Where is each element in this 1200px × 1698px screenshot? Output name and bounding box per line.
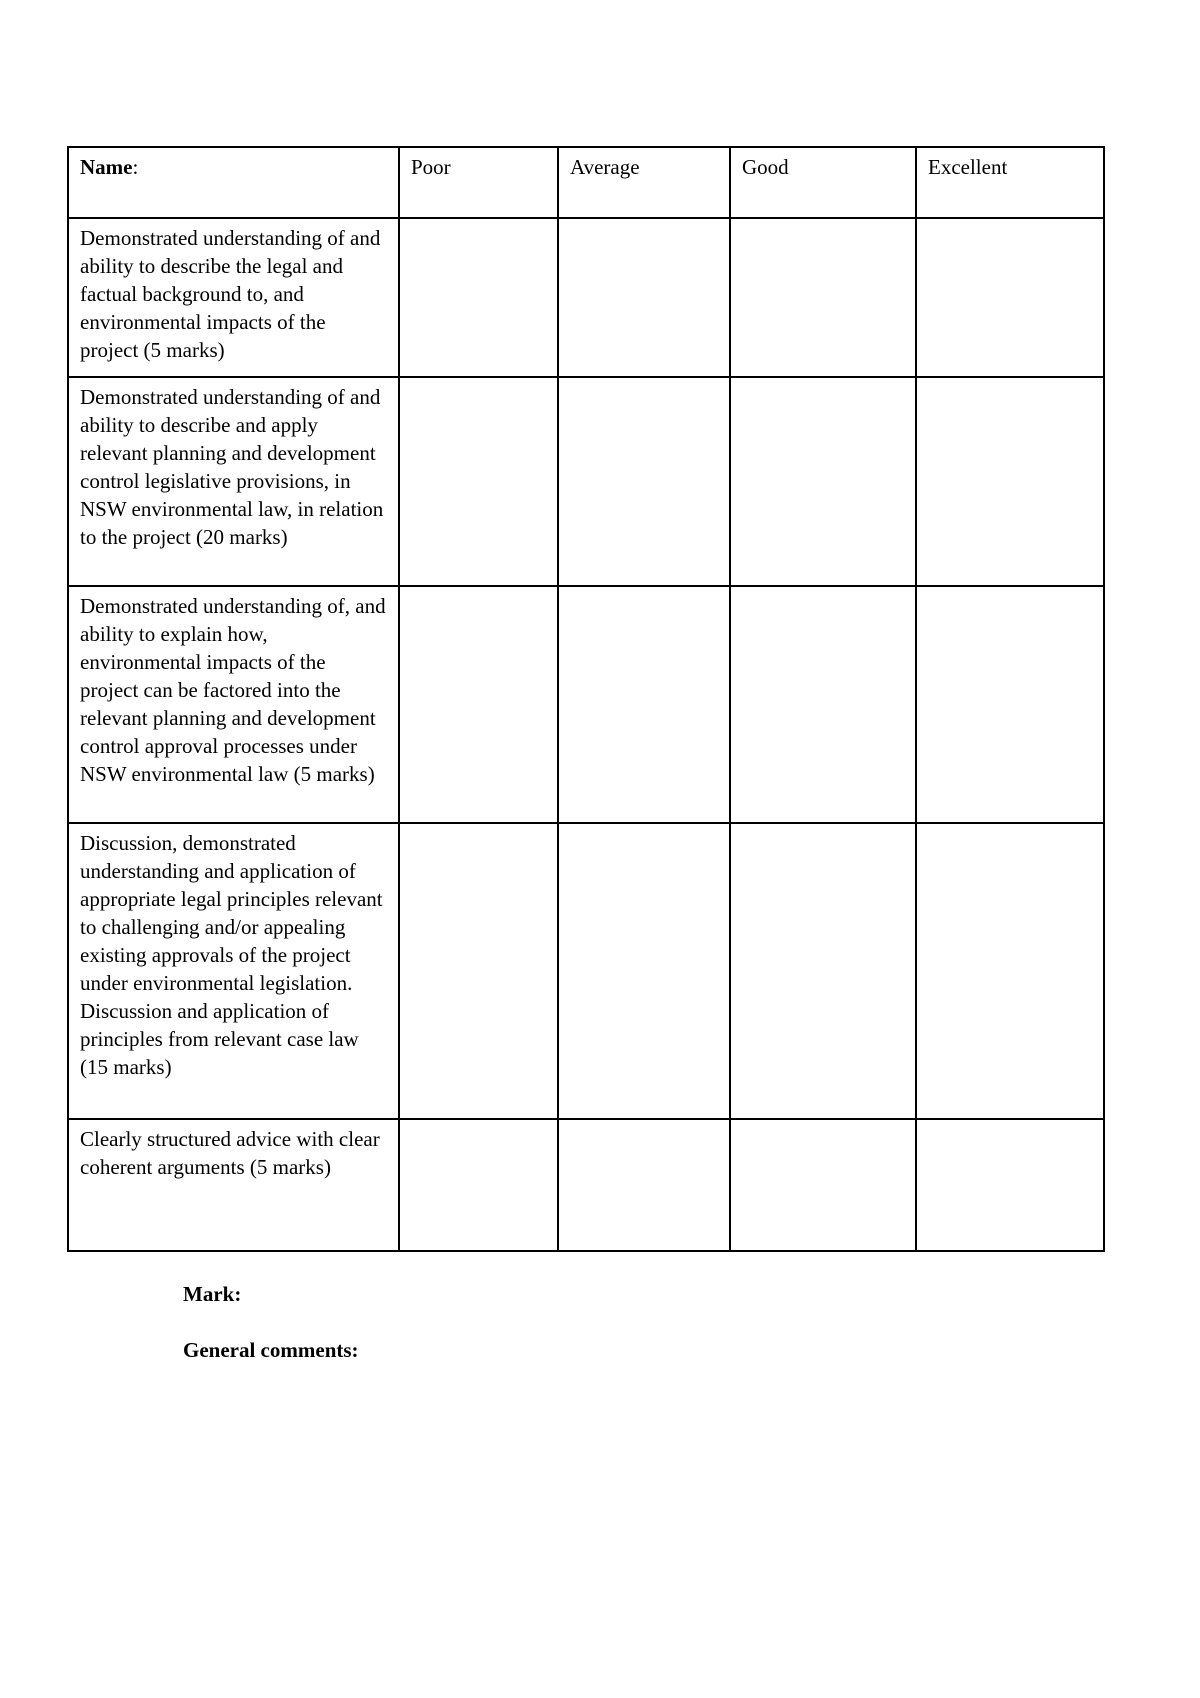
general-comments-label: General comments: xyxy=(183,1338,359,1362)
score-cell-excellent xyxy=(916,218,1104,377)
score-cell-poor xyxy=(399,823,558,1119)
score-cell-average xyxy=(558,586,730,823)
mark-label: Mark: xyxy=(183,1282,242,1306)
table-row xyxy=(68,823,1104,1119)
score-cell-excellent xyxy=(916,1119,1104,1251)
name-label: Name xyxy=(80,155,133,179)
score-cell-average xyxy=(558,823,730,1119)
score-cell-excellent xyxy=(916,823,1104,1119)
score-cell-good xyxy=(730,586,916,823)
table-header-row xyxy=(68,147,1104,218)
criterion-cell: Discussion, demonstrated understanding and application of appropriate legal principles relevant to challenging and/or appealing existing approvals of the project under environmental legislation. Discussion and application of principles from relevant case law (15 marks) xyxy=(68,823,399,1119)
header-excellent: Excellent xyxy=(916,147,1104,218)
score-cell-good xyxy=(730,823,916,1119)
criterion-cell: Demonstrated understanding of, and ability to explain how, environmental impacts of the project can be factored into the relevant planning and development control approval processes under NSW environmental law (5 marks) xyxy=(68,586,399,823)
header-average: Average xyxy=(558,147,730,218)
score-cell-average xyxy=(558,218,730,377)
score-cell-average xyxy=(558,377,730,586)
score-cell-poor xyxy=(399,377,558,586)
header-poor: Poor xyxy=(399,147,558,218)
score-cell-excellent xyxy=(916,377,1104,586)
criterion-cell: Clearly structured advice with clear coherent arguments (5 marks) xyxy=(68,1119,399,1251)
score-cell-poor xyxy=(399,1119,558,1251)
score-cell-good xyxy=(730,377,916,586)
score-cell-good xyxy=(730,1119,916,1251)
table-row xyxy=(68,377,1104,586)
score-cell-excellent xyxy=(916,586,1104,823)
name-colon: : xyxy=(132,155,139,179)
criterion-cell: Demonstrated understanding of and ability to describe the legal and factual background to, and environmental impacts of the project (5 marks) xyxy=(68,218,399,377)
table-row xyxy=(68,586,1104,823)
score-cell-average xyxy=(558,1119,730,1251)
table-row xyxy=(68,218,1104,377)
score-cell-poor xyxy=(399,218,558,377)
score-cell-poor xyxy=(399,586,558,823)
score-cell-good xyxy=(730,218,916,377)
marking-rubric-table xyxy=(67,146,1105,1252)
criterion-cell: Demonstrated understanding of and ability to describe and apply relevant planning and development control legislative provisions, in NSW environmental law, in relation to the project (20 marks) xyxy=(68,377,399,586)
header-good: Good xyxy=(730,147,916,218)
name-cell xyxy=(68,147,399,218)
table-row xyxy=(68,1119,1104,1251)
